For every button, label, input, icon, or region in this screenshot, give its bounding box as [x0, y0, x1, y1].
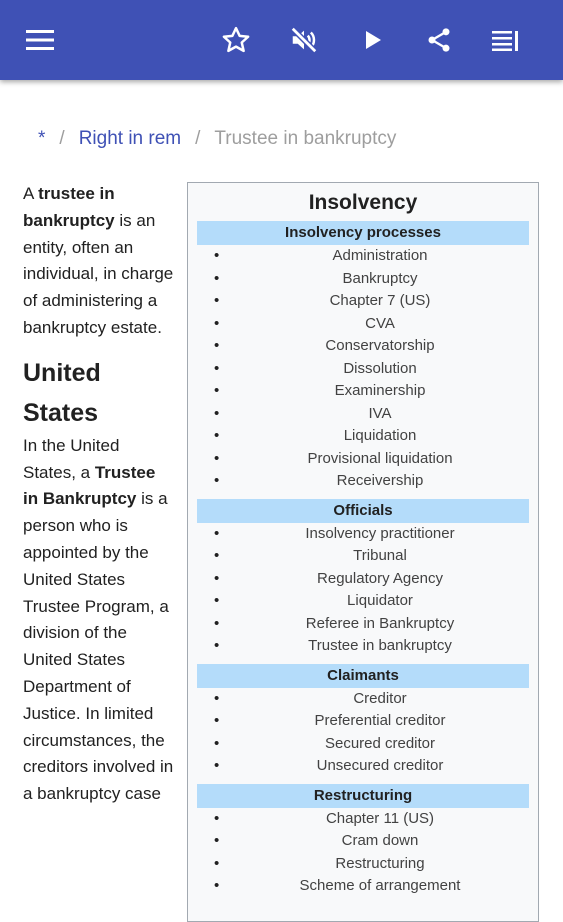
infobox-link-item[interactable]: • Referee in Bankruptcy: [188, 613, 538, 636]
breadcrumb: [38, 128, 396, 150]
contents-list-icon: [492, 29, 520, 51]
infobox-link-item[interactable]: • Unsecured creditor: [188, 755, 538, 778]
infobox-link-item[interactable]: • Secured creditor: [188, 733, 538, 756]
star-icon: [221, 25, 251, 55]
mute-icon: [289, 25, 319, 55]
infobox-list: [188, 808, 538, 898]
intro-text: is an entity, often an individual, in charge of administering a bankruptcy estate.: [23, 210, 174, 337]
infobox-link-item[interactable]: • Trustee in bankruptcy: [188, 635, 538, 658]
intro-paragraph: [23, 181, 175, 342]
section-heading: United States: [23, 358, 101, 427]
section-text: In the United States, a: [23, 435, 120, 482]
infobox-section-heading: Officials: [197, 499, 529, 523]
infobox-link-item[interactable]: • Liquidation: [188, 425, 538, 448]
infobox: [187, 182, 539, 922]
intro-text: A: [23, 184, 39, 203]
infobox-link-item[interactable]: • Dissolution: [188, 358, 538, 381]
infobox-link-item[interactable]: • IVA: [188, 403, 538, 426]
section-text: is a person who is appointed by the United States Trustee Program, a division of the United States Department of Justice. In limited circumstances, the creditors involved in a bankruptcy case: [23, 489, 174, 804]
infobox-link-item[interactable]: • Regulatory Agency: [188, 568, 538, 591]
infobox-link-item[interactable]: • CVA: [188, 313, 538, 336]
infobox-link-item[interactable]: • Scheme of arrangement: [188, 875, 538, 898]
infobox-link-item[interactable]: • Chapter 11 (US): [188, 808, 538, 831]
breadcrumb-home[interactable]: *: [38, 128, 46, 149]
article-body: [23, 181, 175, 808]
section-term: Trustee in Bankruptcy: [23, 462, 156, 509]
infobox-link-item[interactable]: • Examinership: [188, 380, 538, 403]
intro-term: trustee in bankruptcy: [23, 184, 115, 230]
infobox-section-heading: Restructuring: [197, 784, 529, 808]
menu-button[interactable]: [20, 20, 60, 60]
breadcrumb-current: Trustee in bankruptcy: [214, 128, 397, 149]
infobox-section-heading: Insolvency processes: [197, 221, 529, 245]
infobox-link-item[interactable]: • Receivership: [188, 470, 538, 493]
infobox-link-item[interactable]: • Bankruptcy: [188, 268, 538, 291]
bookmark-button[interactable]: [216, 20, 256, 60]
infobox-list: [188, 688, 538, 778]
infobox-list: [188, 245, 538, 493]
infobox-link-item[interactable]: • Creditor: [188, 688, 538, 711]
play-icon: [360, 28, 384, 52]
breadcrumb-parent[interactable]: Right in rem: [78, 128, 182, 149]
infobox-link-item[interactable]: • Preferential creditor: [188, 710, 538, 733]
infobox-link-item[interactable]: • Chapter 7 (US): [188, 290, 538, 313]
breadcrumb-separator: /: [195, 128, 201, 149]
infobox-section-heading: Claimants: [197, 664, 529, 688]
menu-icon: [26, 29, 54, 51]
app-bar: [0, 0, 563, 80]
infobox-link-item[interactable]: • Tribunal: [188, 545, 538, 568]
infobox-title: Insolvency: [308, 191, 418, 214]
infobox-list: [188, 523, 538, 658]
share-icon: [425, 26, 453, 54]
play-button[interactable]: [352, 20, 392, 60]
infobox-link-item[interactable]: • Liquidator: [188, 590, 538, 613]
section-paragraph: [23, 433, 175, 808]
infobox-link-item[interactable]: • Conservatorship: [188, 335, 538, 358]
infobox-link-item[interactable]: • Provisional liquidation: [188, 448, 538, 471]
infobox-link-item[interactable]: • Cram down: [188, 830, 538, 853]
infobox-link-item[interactable]: • Insolvency practitioner: [188, 523, 538, 546]
breadcrumb-separator: /: [59, 128, 65, 149]
contents-button[interactable]: [486, 20, 526, 60]
mute-button[interactable]: [284, 20, 324, 60]
share-button[interactable]: [419, 20, 459, 60]
infobox-link-item[interactable]: • Restructuring: [188, 853, 538, 876]
infobox-link-item[interactable]: • Administration: [188, 245, 538, 268]
